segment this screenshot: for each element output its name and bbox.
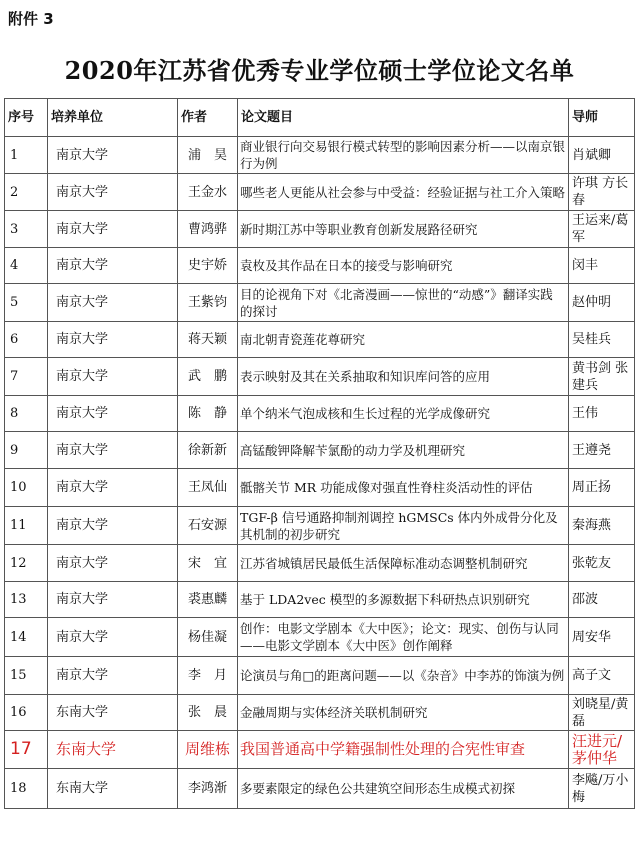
row-thesis-title: 商业银行向交易银行模式转型的影响因素分析——以南京银行为例: [238, 137, 569, 174]
page-title: 2020年江苏省优秀专业学位硕士学位论文名单: [64, 56, 575, 85]
row-unit: 南京大学: [48, 137, 178, 174]
row-unit: 南京大学: [48, 469, 178, 507]
row-thesis-title: 多要素限定的绿色公共建筑空间形态生成模式初探: [238, 769, 569, 809]
row-advisor: 周安华: [569, 618, 635, 657]
row-unit: 东南大学: [48, 769, 178, 809]
row-thesis-title: 骶髂关节 MR 功能成像对强直性脊柱炎活动性的评估: [238, 469, 569, 507]
table-row: [5, 248, 635, 284]
row-advisor: 李飚/万小梅: [569, 769, 635, 809]
row-number: 11: [5, 507, 48, 545]
row-author: 武 鹏: [178, 358, 238, 396]
row-thesis-title: 我国普通高中学籍强制性处理的合宪性审查: [238, 731, 569, 769]
row-author: 石安源: [178, 507, 238, 545]
row-unit: 东南大学: [48, 695, 178, 731]
row-number: 17: [5, 731, 48, 769]
table-row: [5, 432, 635, 469]
table-row: [5, 322, 635, 358]
row-advisor: 汪进元/茅仲华: [569, 731, 635, 769]
table-row: [5, 469, 635, 507]
header-author: 作者: [178, 99, 238, 137]
table-row: [5, 396, 635, 432]
row-author: 李鸿渐: [178, 769, 238, 809]
row-number: 16: [5, 695, 48, 731]
table-row: [5, 582, 635, 618]
row-number: 4: [5, 248, 48, 284]
row-thesis-title: 目的论视角下对《北斋漫画——惊世的“动感”》翻译实践的探讨: [238, 284, 569, 322]
table-row: [5, 137, 635, 174]
row-advisor: 邵波: [569, 582, 635, 618]
table-row: [5, 695, 635, 731]
row-advisor: 王遵尧: [569, 432, 635, 469]
table-row: [5, 507, 635, 545]
row-thesis-title: 单个纳米气泡成核和生长过程的光学成像研究: [238, 396, 569, 432]
row-author: 徐新新: [178, 432, 238, 469]
row-unit: 南京大学: [48, 211, 178, 248]
row-number: 13: [5, 582, 48, 618]
row-number: 3: [5, 211, 48, 248]
attachment-label: 附件 3: [8, 10, 54, 28]
row-unit: 南京大学: [48, 358, 178, 396]
table-row: [5, 769, 635, 809]
row-advisor: 闵丰: [569, 248, 635, 284]
row-author: 宋 宜: [178, 545, 238, 582]
row-author: 王金水: [178, 174, 238, 211]
row-author: 浦 昊: [178, 137, 238, 174]
row-author: 周维栋: [178, 731, 238, 769]
row-number: 2: [5, 174, 48, 211]
thesis-list-table: [4, 98, 635, 809]
row-author: 李 月: [178, 657, 238, 695]
row-thesis-title: 南北朝青瓷莲花尊研究: [238, 322, 569, 358]
row-unit: 南京大学: [48, 657, 178, 695]
row-advisor: 吴桂兵: [569, 322, 635, 358]
row-advisor: 王伟: [569, 396, 635, 432]
table-row: [5, 174, 635, 211]
row-number: 8: [5, 396, 48, 432]
header-thesis: 论文题目: [238, 99, 569, 137]
row-number: 9: [5, 432, 48, 469]
table-row: [5, 731, 635, 769]
table-body: [5, 137, 635, 809]
table-row: [5, 284, 635, 322]
row-thesis-title: 表示映射及其在关系抽取和知识库问答的应用: [238, 358, 569, 396]
row-unit: 南京大学: [48, 174, 178, 211]
table-row: [5, 358, 635, 396]
row-advisor: 赵仲明: [569, 284, 635, 322]
row-number: 7: [5, 358, 48, 396]
header-unit: 培养单位: [48, 99, 178, 137]
row-author: 杨佳凝: [178, 618, 238, 657]
row-advisor: 秦海燕: [569, 507, 635, 545]
row-unit: 南京大学: [48, 396, 178, 432]
row-unit: 南京大学: [48, 507, 178, 545]
row-thesis-title: 创作：电影文学剧本《大中医》；论文：现实、创伤与认同——电影文学剧本《大中医》创作阐释: [238, 618, 569, 657]
row-author: 王凤仙: [178, 469, 238, 507]
row-author: 陈 静: [178, 396, 238, 432]
row-number: 12: [5, 545, 48, 582]
header-advisor: 导师: [569, 99, 635, 137]
row-unit: 南京大学: [48, 322, 178, 358]
row-thesis-title: 袁枚及其作品在日本的接受与影响研究: [238, 248, 569, 284]
row-number: 1: [5, 137, 48, 174]
table-row: [5, 211, 635, 248]
row-thesis-title: 基于 LDA2vec 模型的多源数据下科研热点识别研究: [238, 582, 569, 618]
table-row: [5, 618, 635, 657]
header-no: 序号: [5, 99, 48, 137]
row-author: 张 晨: [178, 695, 238, 731]
row-advisor: 刘晓星/黄磊: [569, 695, 635, 731]
row-advisor: 张乾友: [569, 545, 635, 582]
row-author: 蒋天颖: [178, 322, 238, 358]
row-advisor: 肖斌卿: [569, 137, 635, 174]
row-number: 14: [5, 618, 48, 657]
row-number: 5: [5, 284, 48, 322]
row-unit: 南京大学: [48, 582, 178, 618]
row-author: 王紫钧: [178, 284, 238, 322]
table-header-row: [5, 99, 635, 137]
row-thesis-title: 哪些老人更能从社会参与中受益：经验证据与社工介入策略: [238, 174, 569, 211]
row-author: 史宇娇: [178, 248, 238, 284]
row-advisor: 黄书剑 张建兵: [569, 358, 635, 396]
row-unit: 南京大学: [48, 284, 178, 322]
row-number: 18: [5, 769, 48, 809]
row-thesis-title: 江苏省城镇居民最低生活保障标准动态调整机制研究: [238, 545, 569, 582]
row-thesis-title: 高锰酸钾降解苄氯酚的动力学及机理研究: [238, 432, 569, 469]
table-row: [5, 657, 635, 695]
row-advisor: 许琪 方长春: [569, 174, 635, 211]
row-unit: 南京大学: [48, 432, 178, 469]
row-unit: 南京大学: [48, 618, 178, 657]
row-unit: 南京大学: [48, 545, 178, 582]
row-thesis-title: TGF-β 信号通路抑制剂调控 hGMSCs 体内外成骨分化及其机制的初步研究: [238, 507, 569, 545]
row-unit: 东南大学: [48, 731, 178, 769]
row-number: 10: [5, 469, 48, 507]
row-thesis-title: 新时期江苏中等职业教育创新发展路径研究: [238, 211, 569, 248]
row-thesis-title: 金融周期与实体经济关联机制研究: [238, 695, 569, 731]
row-number: 6: [5, 322, 48, 358]
row-number: 15: [5, 657, 48, 695]
row-unit: 南京大学: [48, 248, 178, 284]
row-advisor: 周正扬: [569, 469, 635, 507]
row-thesis-title: 论演员与角□的距离问题——以《杂音》中李苏的饰演为例: [238, 657, 569, 695]
row-advisor: 王运来/葛军: [569, 211, 635, 248]
row-advisor: 高子文: [569, 657, 635, 695]
table-row: [5, 545, 635, 582]
row-author: 曹鸿骅: [178, 211, 238, 248]
row-author: 裘惠麟: [178, 582, 238, 618]
